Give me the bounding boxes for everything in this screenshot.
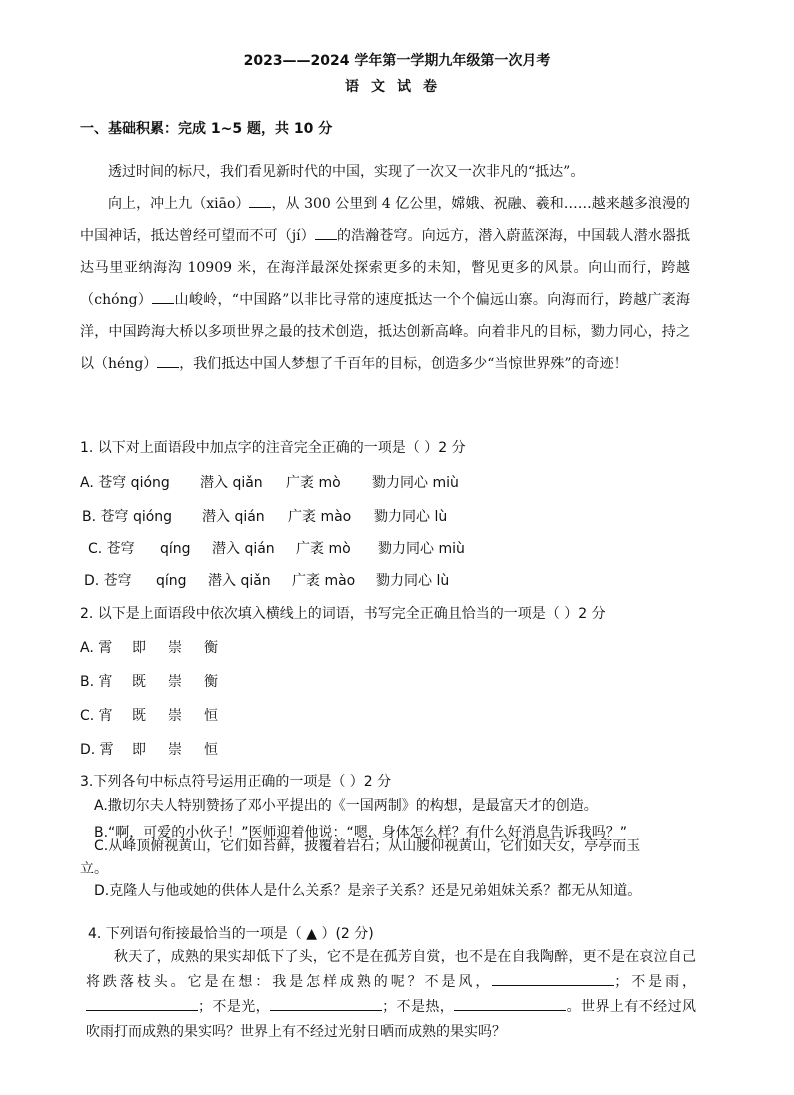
question-3-option-d[interactable]: D.克隆人与他或她的供体人是什么关系？是亲子关系？还是兄弟姐妹关系？都无从知道。 [94, 883, 642, 899]
question-1-option-d[interactable]: D. 苍穹 qíng 潜入 qiǎn 广袤 mào 勠力同心 lù [84, 573, 450, 589]
question-2-stem: 2. 以下是上面语段中依次填入横线上的词语，书写完全正确且恰当的一项是（ ）2 分 [80, 606, 606, 622]
question-4-text-part: 秋天了，成熟的果实却低下了头，它不是在孤芳自赏，也不是在自我陶醉，更不是在哀泣自己将跌落枝头。它是在想：我是怎样成熟的呢？不是风， [86, 949, 696, 990]
question-2-option-a[interactable]: A. 霄 即 崇 衡 [80, 640, 218, 656]
passage-paragraph-2 [80, 188, 690, 380]
passage-text: 的浩瀚苍穹。向远方，潜入蔚蓝深海，中国载人潜水器抵达马里亚纳海沟 10909 米，在海洋最深处探索更多的未知，瞥见更多的风景。向山而行，跨越（chóng） [80, 228, 690, 308]
fill-blank[interactable] [157, 353, 179, 368]
exam-title: 2023——2024 学年第一学期九年级第一次月考 [243, 53, 551, 69]
exam-subtitle: 语文试卷 [345, 79, 449, 95]
question-3-option-c[interactable]: C.从峰顶俯视黄山，它们如苔藓，披覆着岩石；从山腰仰视黄山，它们如天女，亭亭而玉 [94, 838, 641, 854]
question-4-text-part: ；不是热， [382, 999, 455, 1015]
question-1-stem: 1. 以下对上面语段中加点字的注音完全正确的一项是（ ）2 分 [80, 440, 466, 456]
question-3-stem: 3.下列各句中标点符号运用正确的一项是（ ）2 分 [80, 774, 392, 790]
answer-blank[interactable] [270, 996, 382, 1011]
answer-blank[interactable] [86, 996, 198, 1011]
answer-blank[interactable] [492, 971, 614, 986]
question-1-option-a[interactable]: A. 苍穹 qióng 潜入 qiǎn 广袤 mò 勠力同心 miù [80, 475, 459, 491]
question-2-option-d[interactable]: D. 霄 即 崇 恒 [80, 742, 218, 758]
question-4-text-part: ；不是光， [198, 999, 271, 1015]
question-4-text [86, 945, 696, 1045]
question-4-text-part: 。世界上有不经过风吹雨打而成熟的果实吗？世界上有不经过光射日晒而成熟的果实吗？ [86, 999, 697, 1040]
passage-text: 向上，冲上九（xiāo） [108, 196, 250, 212]
fill-blank[interactable] [249, 193, 271, 208]
section-heading: 一、基础积累：完成 1~5 题，共 10 分 [80, 121, 333, 137]
question-2-option-c[interactable]: C. 宵 既 崇 恒 [80, 708, 218, 724]
passage-paragraph-1: 透过时间的标尺，我们看见新时代的中国，实现了一次又一次非凡的“抵达”。 [108, 164, 585, 180]
passage-text: ，我们抵达中国人梦想了千百年的目标，创造多少“当惊世界殊”的奇迹！ [179, 356, 628, 372]
question-2-option-b[interactable]: B. 宵 既 崇 衡 [80, 674, 218, 690]
answer-blank[interactable] [454, 996, 566, 1011]
passage-text: 山峻岭，“中国路”以非比寻常的速度抵达一个个偏远山寨。向海而行，跨越广袤海洋，中国跨海大桥以多项世界之最的技术创造，抵达创新高峰。向着非凡的目标，勠力同心，持之以（héng） [80, 292, 691, 372]
question-3-option-a[interactable]: A.撒切尔夫人特别赞扬了邓小平提出的《一国两制》的构想，是最富天才的创造。 [94, 798, 598, 814]
fill-blank[interactable] [152, 289, 174, 304]
passage-text: ，从 300 公里到 4 亿公里，嫦娥、祝融、羲和……越来越多浪漫的中国神话，抵达曾经可望而不可（jí） [80, 196, 690, 244]
question-4-stem: 4. 下列语句衔接最恰当的一项是（ ▲ ）(2 分) [88, 926, 374, 942]
fill-blank[interactable] [315, 225, 337, 240]
question-1-option-c[interactable]: C. 苍穹 qíng 潜入 qián 广袤 mò 勠力同心 miù [88, 541, 465, 557]
question-4-text-part: ；不是雨， [614, 974, 697, 990]
question-3-option-c-cont: 立。 [80, 861, 108, 877]
question-1-option-b[interactable]: B. 苍穹 qióng 潜入 qián 广袤 mào 勠力同心 lù [82, 509, 448, 525]
reading-passage [80, 156, 690, 380]
question-3-option-b[interactable]: B.“啊，可爱的小伙子！”医师迎着他说：“嗯，身体怎么样？有什么好消息告诉我吗？” [94, 825, 628, 841]
